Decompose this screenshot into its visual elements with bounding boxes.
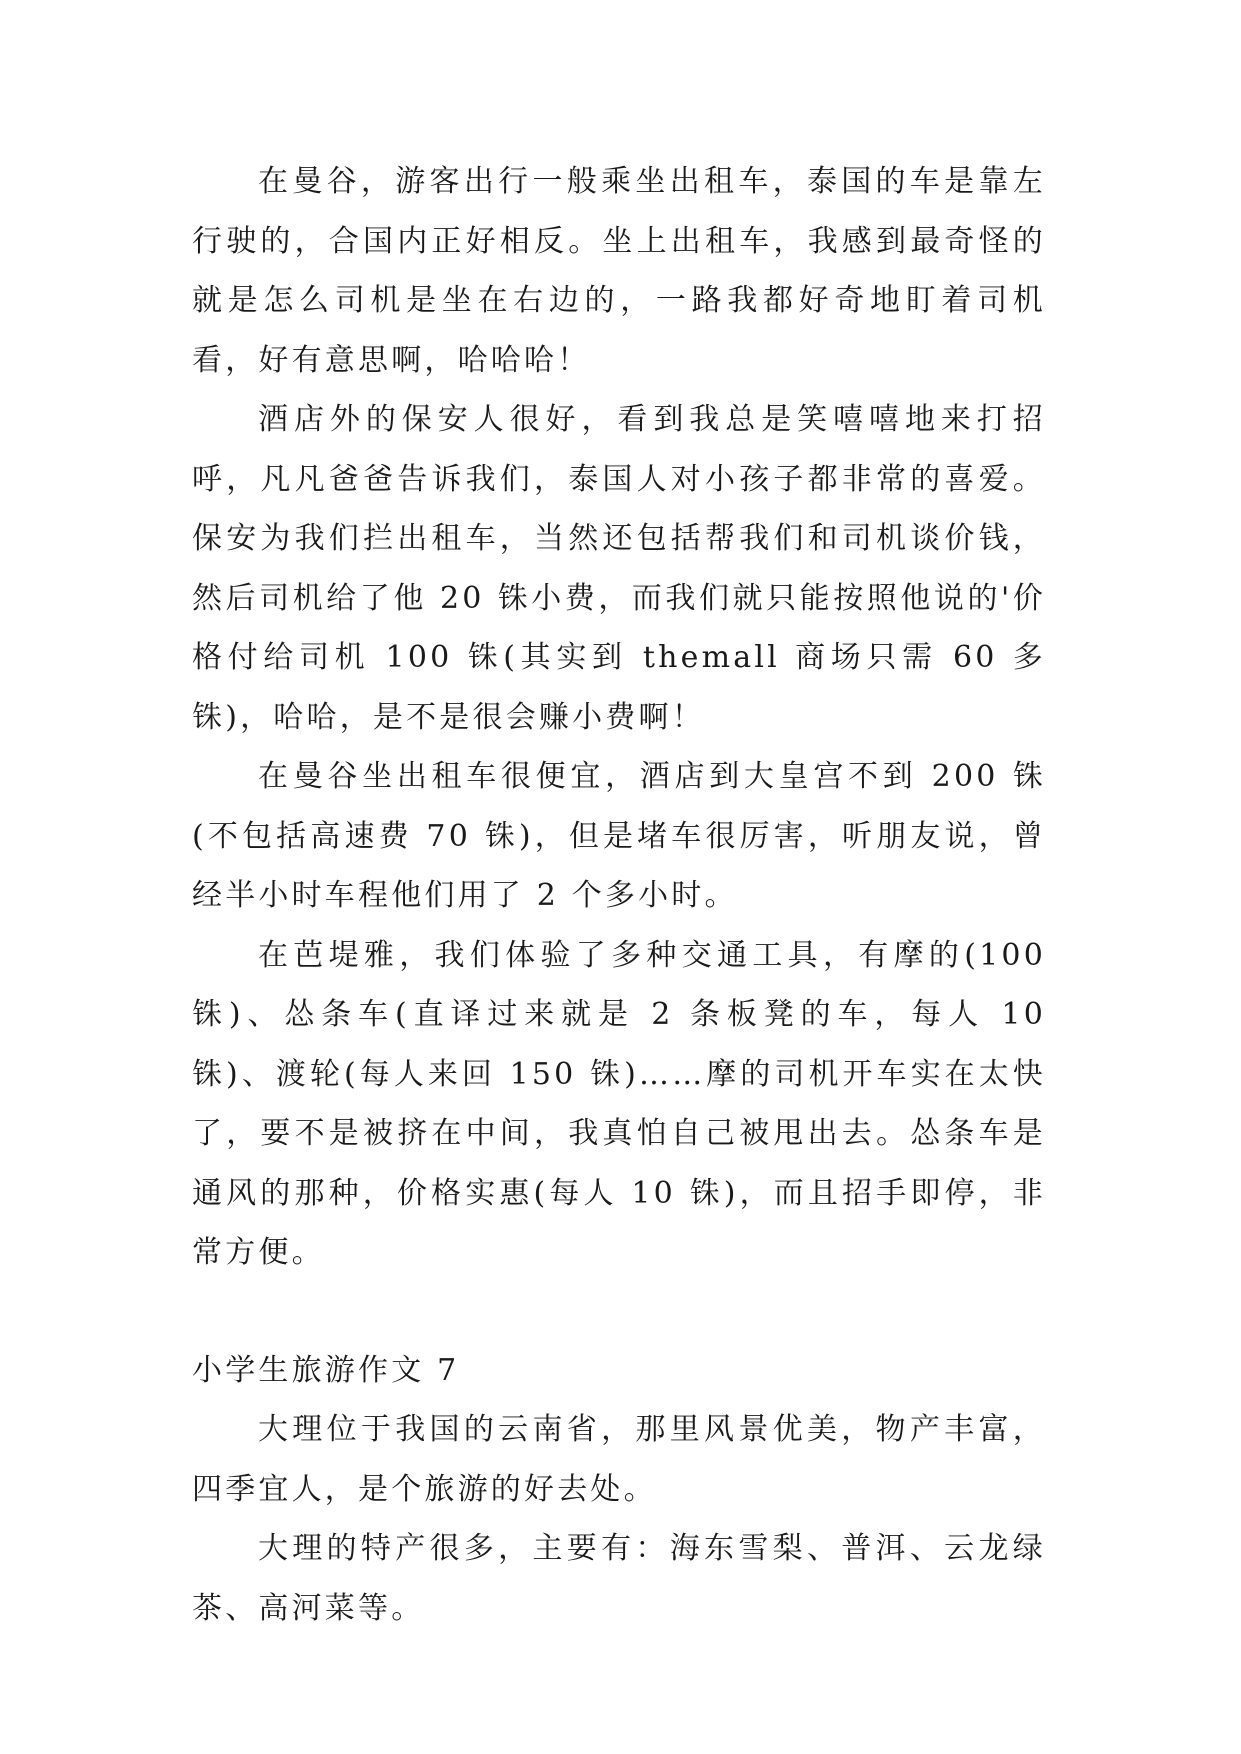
- document-body: [192, 152, 1046, 1638]
- paragraph-dali-intro: 大理位于我国的云南省，那里风景优美，物产丰富，四季宜人，是个旅游的好去处。: [192, 1412, 1046, 1507]
- paragraph-taxi-price: 在曼谷坐出租车很便宜，酒店到大皇宫不到 200 铢(不包括高速费 70 铢)，但是堵车很厉害，听朋友说，曾经半小时车程他们用了 2 个多小时。: [192, 759, 1046, 913]
- paragraph-dali-specialties: 大理的特产很多，主要有：海东雪梨、普洱、云龙绿茶、高河菜等。: [192, 1531, 1046, 1626]
- essay-title: 小学生旅游作文 7: [192, 1352, 460, 1388]
- paragraph-pattaya-transport: 在芭堤雅，我们体验了多种交通工具，有摩的(100 铢)、怂条车(直译过来就是 2 条板凳的车，每人 10 铢)、渡轮(每人来回 150 铢)……摩的司机开车实在太快了，要不是被挤在中间，我真怕自己被甩出去。怂条车是通风的那种，价格实惠(每人 10 铢)，而且招手即停，非常方便。: [192, 937, 1046, 1270]
- paragraph-bangkok-taxi: 在曼谷，游客出行一般乘坐出租车，泰国的车是靠左行驶的，合国内正好相反。坐上出租车，我感到最奇怪的就是怎么司机是坐在右边的，一路我都好奇地盯着司机看，好有意思啊，哈哈哈！: [192, 164, 1046, 378]
- paragraph-hotel-guard: 酒店外的保安人很好，看到我总是笑嘻嘻地来打招呼，凡凡爸爸告诉我们，泰国人对小孩子都非常的喜爱。保安为我们拦出租车，当然还包括帮我们和司机谈价钱，然后司机给了他 20 铢小费，而我们就只能按照他说的'价格付给司机 100 铢(其实到 themall 商场只需 60 多铢)，哈哈，是不是很会赚小费啊！: [192, 402, 1046, 735]
